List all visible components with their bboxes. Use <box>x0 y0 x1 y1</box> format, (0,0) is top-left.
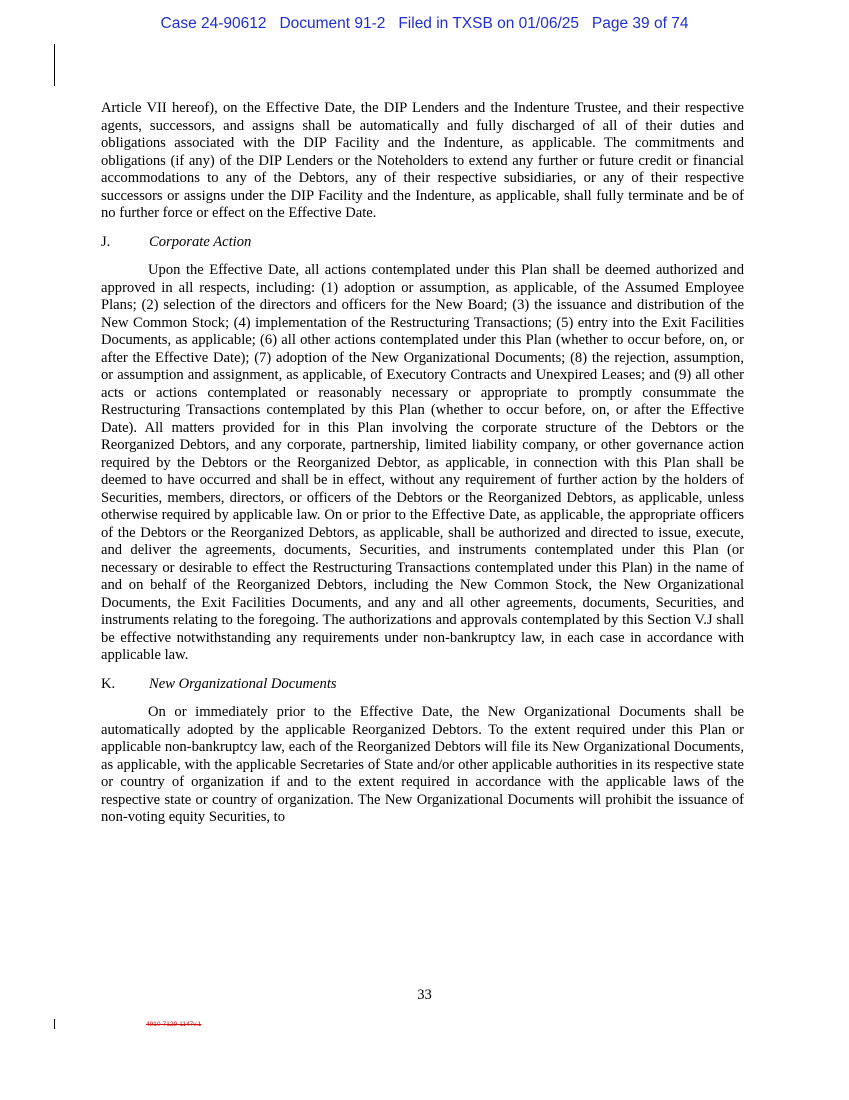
section-letter: K. <box>101 675 116 692</box>
revision-change-bar <box>54 44 55 86</box>
section-heading-j <box>101 234 744 252</box>
court-filing-stamp: Case 24-90612 Document 91-2 Filed in TXSB on 01/06/25 Page 39 of 74 <box>160 15 689 32</box>
section-title: Corporate Action <box>149 233 252 250</box>
revision-change-bar <box>54 1019 55 1029</box>
section-letter: J. <box>101 233 111 250</box>
document-body <box>101 100 744 827</box>
document-id: 4910-7129-1147v.1 <box>146 1021 202 1028</box>
section-paragraph-k: On or immediately prior to the Effective Date, the New Organizational Documents shall be automatically adopted by the applicable Reorganized Debtors. To the extent required under this Plan or applicable non-bankruptcy law, each of the Reorganized Debtors will file its New Organizational Documents, as applicable, with the applicable Secretaries of State and/or other applicable authorities in its respective state or country of organization if and to the extent required in accordance with the applicable laws of the respective state or country of organization. The New Organizational Documents will prohibit the issuance of non-voting equity Securities, to <box>101 704 744 825</box>
page-number: 33 <box>417 987 432 1003</box>
section-heading-k <box>101 676 744 694</box>
section-title: New Organizational Documents <box>149 675 337 692</box>
section-paragraph-j: Upon the Effective Date, all actions contemplated under this Plan shall be deemed authorized and approved in all respects, including: (1) adoption or assumption, as applicable, of the Assumed Employee Plans; (2) selection of the directors and officers for the New Board; (3) the issuance and distribution of the New Common Stock; (4) implementation of the Restructuring Transactions; (5) entry into the Exit Facilities Documents, as applicable; (6) all other actions contemplated under this Plan (whether to occur before, on, or after the Effective Date); (7) adoption of the New Organizational Documents; (8) the rejection, assumption, or assumption and assignment, as applicable, of Executory Contracts and Unexpired Leases; and (9) all other acts or actions contemplated or reasonably necessary or appropriate to promptly consummate the Restructuring Transactions contemplated by this Plan (whether to occur before, on, or after the Effective Date). All matters provided for in this Plan involving the corporate structure of the Debtors or the Reorganized Debtors, and any corporate, partnership, limited liability company, or other governance action required by the Debtors or the Reorganized Debtor, as applicable, in connection with this Plan shall be deemed to have occurred and shall be in effect, without any requirement of further action by the holders of Securities, members, directors, or officers of the Debtors or the Reorganized Debtors, as applicable, unless otherwise required by applicable law. On or prior to the Effective Date, as applicable, the appropriate officers of the Debtors or the Reorganized Debtors, as applicable, shall be authorized and directed to issue, execute, and deliver the agreements, documents, Securities, and instruments contemplated under this Plan (or necessary or desirable to effect the Restructuring Transactions contemplated under this Plan) in the name of and on behalf of the Reorganized Debtors, including the New Common Stock, the New Organizational Documents, the Exit Facilities Documents, and any and all other agreements, documents, Securities, and instruments relating to the foregoing. The authorizations and approvals contemplated by this Section V.J shall be effective notwithstanding any requirements under non-bankruptcy law, in each case in accordance with applicable law. <box>101 262 744 663</box>
intro-paragraph: Article VII hereof), on the Effective Date, the DIP Lenders and the Indenture Trustee, and their respective agents, successors, and assigns shall be automatically and fully discharged of all of their duties and obligations associated with the DIP Facility and the Indenture, as applicable. The commitments and obligations (if any) of the DIP Lenders or the Noteholders to extend any further or future credit or financial accommodations to any of the Debtors, any of their respective subsidiaries, or any of their respective successors or assigns under the DIP Facility and the Indenture, as applicable, shall fully terminate and be of no further force or effect on the Effective Date. <box>101 100 744 221</box>
